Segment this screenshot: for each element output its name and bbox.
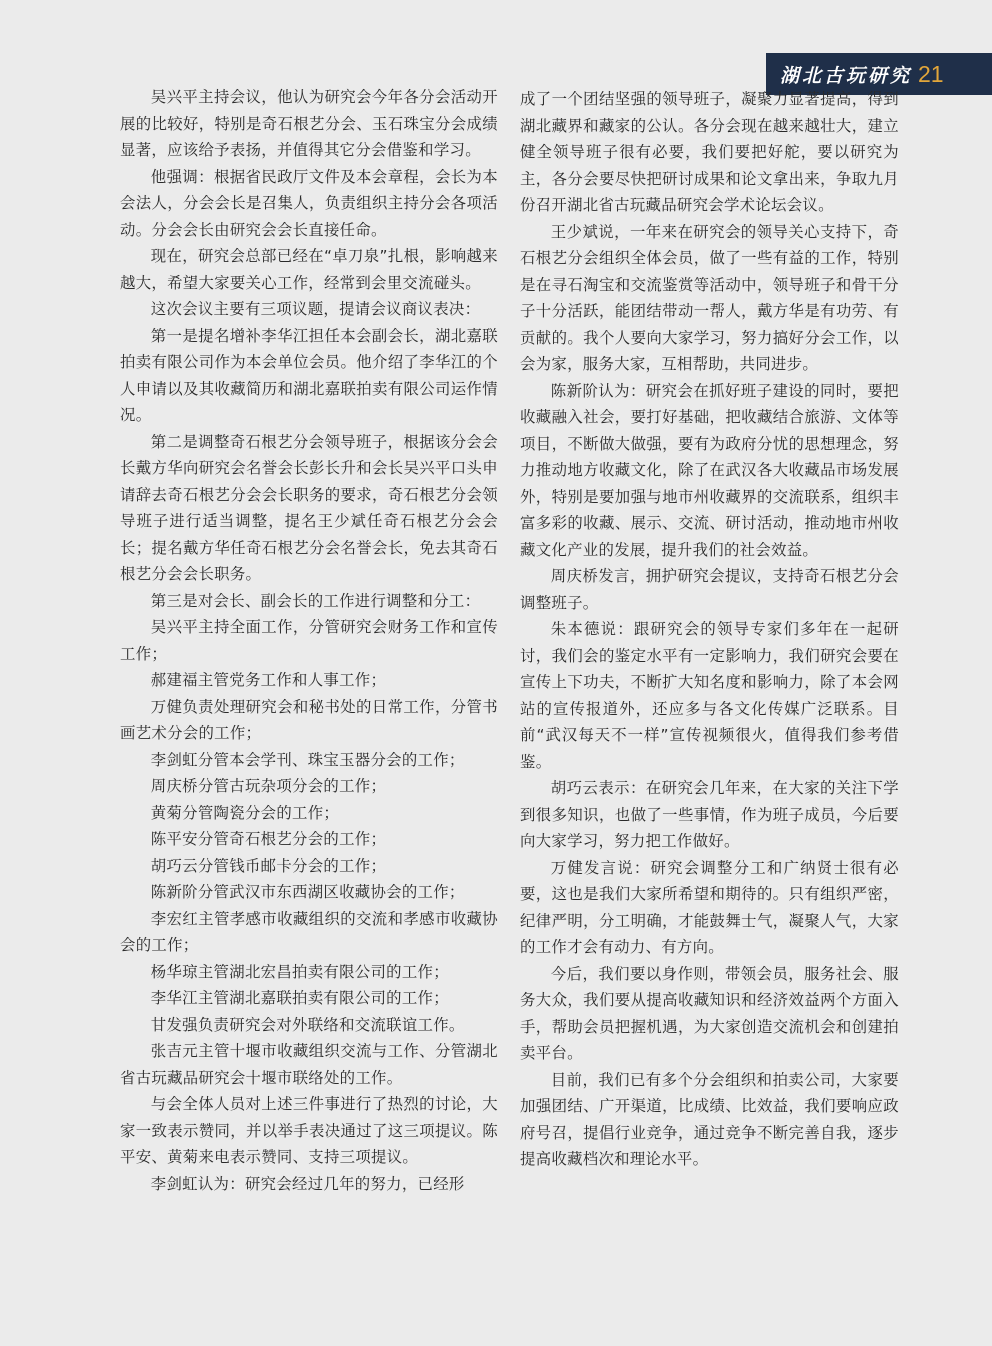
paragraph: 与会全体人员对上述三件事进行了热烈的讨论，大家一致表示赞同，并以举手表决通过了这三项提议。陈平安、黄菊来电表示赞同、支持三项提议。 [120, 1095, 498, 1166]
paragraph: 李华江主管湖北嘉联拍卖有限公司的工作； [150, 989, 449, 1007]
paragraph: 李剑虹认为：研究会经过几年的努力，已经形 [150, 1174, 465, 1193]
magazine-name: 湖北古玩研究 [780, 64, 913, 87]
paragraph: 李宏红主管孝感市收藏组织的交流和孝感市收藏协会的工作； [120, 909, 498, 954]
paragraph: 万健负责处理研究会和秘书处的日常工作，分管书画艺术分会的工作； [120, 697, 498, 742]
page-number: 21 [918, 60, 944, 87]
paragraph: 朱本德说：跟研究会的领导专家们多年在一起研讨，我们会的鉴定水平有一定影响力，我们研究会要在宣传上下功夫，不断扩大知名度和影响力，除了本会网站的宣传报道外，还应多与各文化传媒广泛联系。目前“武汉每天不一样”宣传视频很火，值得我们参考借鉴。 [520, 620, 899, 771]
right-text-column [520, 86, 899, 1173]
paragraph: 黄菊分管陶瓷分会的工作； [150, 803, 340, 822]
paragraph: 王少斌说，一年来在研究会的领导关心支持下，奇石根艺分会组织全体会员，做了一些有益的工作，特别是在寻石淘宝和交流鉴赏等活动中，领导班子和骨干分子十分活跃，能团结带动一帮人，戴方华是有功劳、有贡献的。我个人要向大家学习，努力搞好分会工作，以会为家，服务大家，互相帮助，共同进步。 [520, 222, 899, 373]
paragraph: 陈新阶分管武汉市东西湖区收藏协会的工作； [150, 883, 465, 901]
paragraph: 郝建福主管党务工作和人事工作； [150, 671, 387, 689]
paragraph: 甘发强负责研究会对外联络和交流联谊工作。 [150, 1015, 465, 1034]
paragraph: 胡巧云分管钱币邮卡分会的工作； [150, 856, 387, 875]
paragraph: 他强调：根据省民政厅文件及本会章程，会长为本会法人，分会会长是召集人，负责组织主持分会各项活动。分会会长由研究会会长直接任命。 [120, 167, 498, 239]
paragraph: 李剑虹分管本会学刊、珠宝玉器分会的工作； [150, 750, 465, 769]
paragraph: 现在，研究会总部已经在“卓刀泉”扎根，影响越来越大，希望大家要关心工作，经常到会里交流碰头。 [120, 247, 498, 292]
paragraph: 今后，我们要以身作则，带领会员，服务社会、服务大众，我们要从提高收藏知识和经济效益两个方面入手，帮助会员把握机遇，为大家创造交流机会和创建拍卖平台。 [520, 964, 899, 1062]
paragraph: 杨华琼主管湖北宏昌拍卖有限公司的工作； [150, 962, 449, 981]
paragraph: 周庆桥分管古玩杂项分会的工作； [150, 777, 387, 795]
paragraph: 第二是调整奇石根艺分会领导班子，根据该分会会长戴方华向研究会名誉会长彭长升和会长吴兴平口头申请辞去奇石根艺分会会长职务的要求，奇石根艺分会领导班子进行适当调整，提名王少斌任奇石根艺分会会长；提名戴方华任奇石根艺分会名誉会长，免去其奇石根艺分会会长职务。 [120, 432, 498, 583]
paragraph: 陈新阶认为：研究会在抓好班子建设的同时，要把收藏融入社会，要打好基础，把收藏结合旅游、文体等项目，不断做大做强，要有为政府分忧的思想理念，努力推动地方收藏文化，除了在武汉各大收藏品市场发展外，特别是要加强与地市州收藏界的交流联系，组织丰富多彩的收藏、展示、交流、研讨活动，推动地市州收藏文化产业的发展，提升我们的社会效益。 [520, 381, 899, 559]
paragraph: 胡巧云表示：在研究会几年来，在大家的关注下学到很多知识，也做了一些事情，作为班子成员，今后要向大家学习，努力把工作做好。 [520, 779, 899, 850]
paragraph: 目前，我们已有多个分会组织和拍卖公司，大家要加强团结、广开渠道，比成绩、比效益，我们要响应政府号召，提倡行业竞争，通过竞争不断完善自我，逐步提高收藏档次和理论水平。 [520, 1070, 899, 1168]
paragraph: 这次会议主要有三项议题，提请会议商议表决： [150, 300, 481, 318]
paragraph: 万健发言说：研究会调整分工和广纳贤士很有必要，这也是我们大家所希望和期待的。只有组织严密，纪律严明，分工明确，才能鼓舞士气，凝聚人气，大家的工作才会有动力、有方向。 [520, 858, 899, 956]
paragraph: 张吉元主管十堰市收藏组织交流与工作、分管湖北省古玩藏品研究会十堰市联络处的工作。 [120, 1042, 498, 1087]
paragraph: 第一是提名增补李华江担任本会副会长，湖北嘉联拍卖有限公司作为本会单位会员。他介绍了李华江的个人申请以及其收藏简历和湖北嘉联拍卖有限公司运作情况。 [120, 326, 498, 424]
paragraph: 成了一个团结坚强的领导班子，凝聚力显著提高，得到湖北藏界和藏家的公认。各分会现在越来越壮大，建立健全领导班子很有必要，我们要把好舵，要以研究为主，各分会要尽快把研讨成果和论文拿出来，争取九月份召开湖北省古玩藏品研究会学术论坛会议。 [520, 90, 899, 214]
paragraph: 周庆桥发言，拥护研究会提议，支持奇石根艺分会调整班子。 [520, 567, 899, 612]
paragraph: 吴兴平主持会议，他认为研究会今年各分会活动开展的比较好，特别是奇石根艺分会、玉石珠宝分会成绩显著，应该给予表扬，并值得其它分会借鉴和学习。 [120, 88, 498, 159]
paragraph: 第三是对会长、副会长的工作进行调整和分工： [150, 591, 481, 610]
left-text-column [120, 84, 498, 1197]
paragraph: 吴兴平主持全面工作，分管研究会财务工作和宣传工作； [120, 618, 498, 663]
paragraph: 陈平安分管奇石根艺分会的工作； [150, 830, 387, 848]
